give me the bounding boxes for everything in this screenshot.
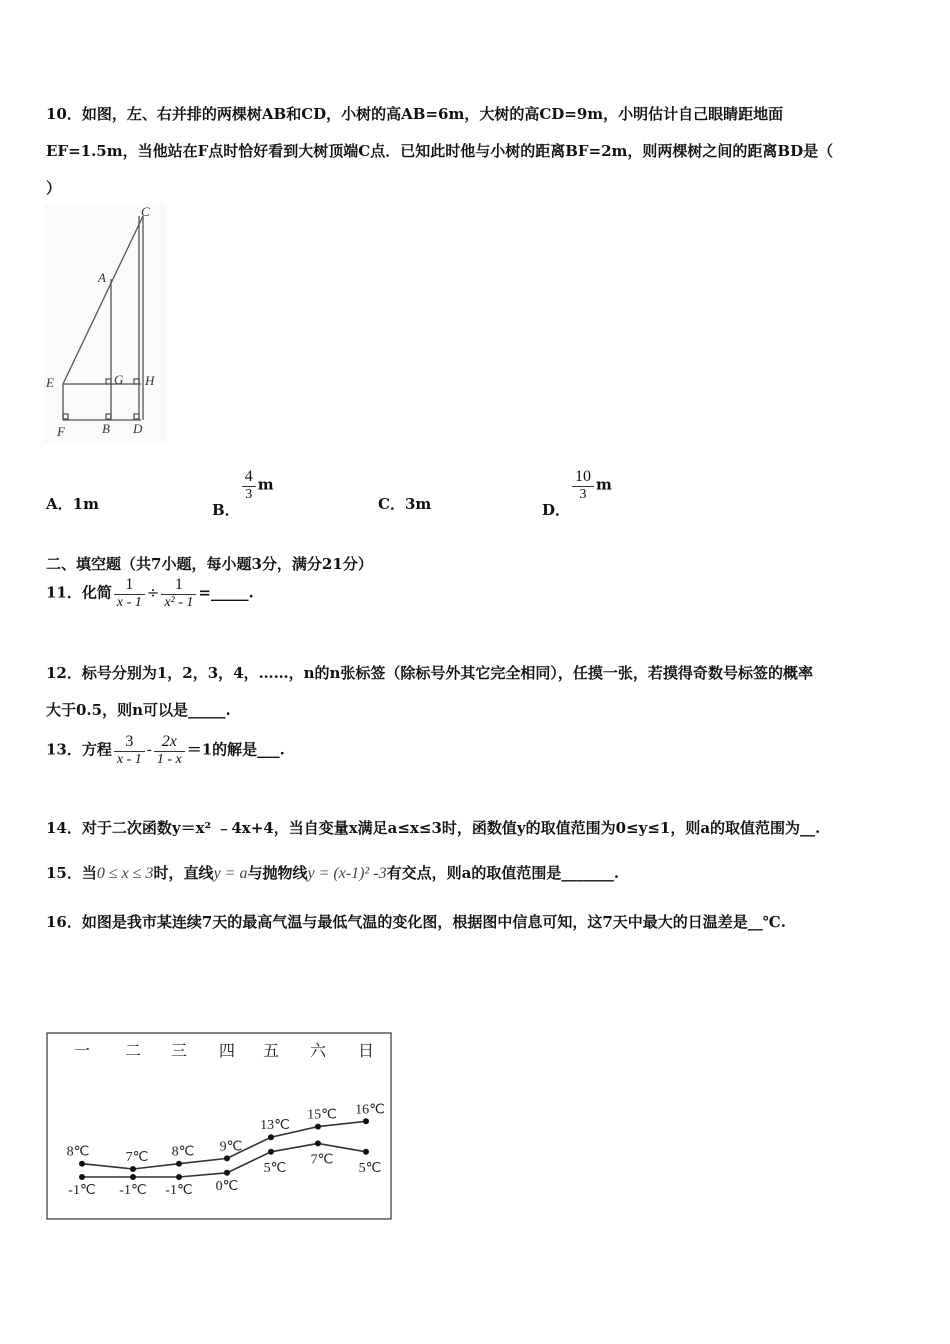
low-temp-value-label: 7℃ — [310, 1152, 334, 1168]
high-temp-point — [79, 1161, 85, 1167]
day-label: 日 — [357, 1043, 375, 1060]
low-temp-value-label: -1℃ — [165, 1183, 193, 1198]
low-temp-point — [130, 1174, 136, 1180]
option-b-den: 3 — [245, 487, 253, 502]
q12-line1: 12．标号分别为1，2，3，4，……，n的n张标签（除标号外其它完全相同），任摸一张，若摸得奇数号标签的概率 — [46, 664, 813, 682]
day-label: 一 — [73, 1043, 91, 1060]
option-d-num: 10 — [572, 468, 594, 487]
high-temp-point — [224, 1155, 230, 1161]
high-temp-point — [315, 1124, 321, 1130]
low-temp-value-label: 5℃ — [263, 1160, 287, 1176]
q10-line3: ） — [46, 179, 62, 197]
q12-line2: 大于0.5，则n可以是_____. — [46, 701, 231, 719]
label-F: F — [57, 424, 65, 439]
q14: 14．对于二次函数y＝x² ﹣4x+4，当自变量x满足a≤x≤3时，函数值y的取值范围为0≤y≤1，则a的取值范围为__. — [46, 819, 821, 837]
day-label: 五 — [262, 1043, 280, 1060]
q10-line2: EF=1.5m，当他站在F点时恰好看到大树顶端C点．已知此时他与小树的距离BF=2m，则两棵树之间的距离BD是（ — [46, 142, 834, 160]
low-temp-value-label: -1℃ — [68, 1183, 96, 1198]
high-temp-value-label: 8℃ — [171, 1144, 195, 1160]
low-temp-point — [268, 1149, 274, 1155]
label-A: A — [98, 270, 106, 285]
option-d-den: 3 — [579, 487, 587, 502]
day-label: 二 — [124, 1043, 142, 1060]
option-c: C．3m — [378, 495, 432, 513]
option-d: D． $\frac{10}{3}$ m — [542, 468, 612, 519]
day-label: 六 — [309, 1043, 327, 1060]
q11: 11．化简 $\frac{1}{x - 1}$ ÷ $\frac{1}{\text{x² - 1}}$ =_____. — [46, 576, 254, 610]
high-temp-point — [176, 1161, 182, 1167]
day-label: 四 — [218, 1043, 236, 1060]
label-D: D — [133, 421, 143, 436]
option-a: A．1m — [46, 495, 99, 513]
low-temp-value-label: 0℃ — [215, 1178, 239, 1194]
high-temp-point — [268, 1134, 274, 1140]
high-temp-value-label: 8℃ — [66, 1144, 90, 1160]
label-E: E — [46, 375, 54, 390]
day-label: 三 — [170, 1043, 188, 1060]
high-temp-value-label: 7℃ — [125, 1150, 149, 1165]
label-B: B — [102, 421, 110, 436]
q16: 16．如图是我市某连续7天的最高气温与最低气温的变化图，根据图中信息可知，这7天中最大的日温差是__℃. — [46, 913, 786, 931]
low-temp-point — [363, 1149, 369, 1155]
label-H: H — [145, 373, 155, 388]
q10-line1: 10．如图，左、右并排的两棵树AB和CD，小树的高AB=6m，大树的高CD=9m，小明估计自己眼睛距地面 — [46, 105, 784, 123]
q10-figure — [44, 203, 166, 443]
label-C: C — [141, 204, 150, 219]
low-temp-value-label: 5℃ — [358, 1160, 382, 1176]
q15: 15．当0 ≤ x ≤ 3时，直线y = a与抛物线y = (x-1)² -3有交点，则a的取值范围是_______. — [46, 864, 620, 882]
low-temp-point — [315, 1140, 321, 1146]
high-temp-value-label: 15℃ — [307, 1107, 337, 1123]
q13: 13．方程 $\frac{3}{x - 1}$ - $\frac{2x}{1 - x}$ ＝1的解是___. — [46, 733, 285, 767]
section2-title: 二、填空题（共7小题，每小题3分，满分21分） — [46, 555, 373, 573]
low-temp-point — [79, 1174, 85, 1180]
option-b-num: 4 — [242, 468, 256, 487]
high-temp-value-label: 13℃ — [260, 1118, 290, 1134]
high-temp-point — [130, 1166, 136, 1172]
high-temp-value-label: 9℃ — [219, 1139, 243, 1155]
high-temp-point — [363, 1118, 369, 1124]
low-temp-point — [224, 1170, 230, 1176]
option-b: B． $\frac{4}{3}$ m — [212, 468, 274, 519]
label-G: G — [114, 372, 124, 387]
low-temp-point — [176, 1174, 182, 1180]
temperature-chart — [46, 1032, 392, 1220]
low-temp-value-label: -1℃ — [119, 1183, 147, 1198]
high-temp-value-label: 16℃ — [355, 1102, 385, 1118]
